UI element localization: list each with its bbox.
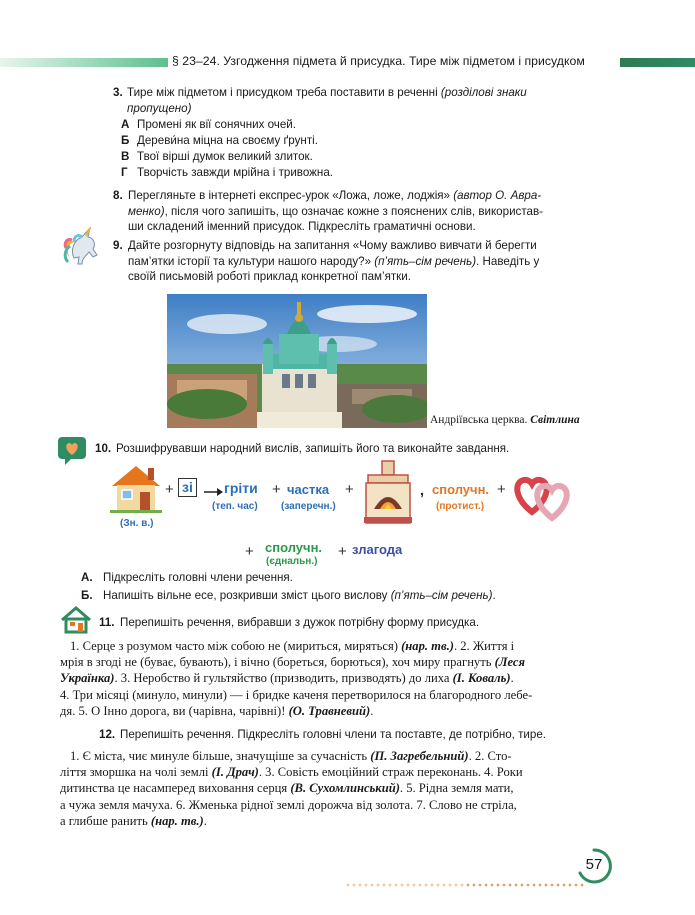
text: дитинства це насамперед виховання серця	[60, 781, 291, 796]
task8-line3: ши складений іменний присудок. Підкресліть граматичні основи.	[128, 220, 476, 233]
footer-dot	[521, 884, 524, 887]
task9-number: 9.	[113, 239, 123, 252]
footer-dot	[407, 884, 410, 887]
footer-dot	[467, 884, 470, 887]
footer-dot	[563, 884, 566, 887]
plus-sign: +	[338, 543, 347, 560]
task9-note: (п’ять–сім речень)	[374, 254, 477, 268]
option-text: Дереви́на міцна на своєму ґрунті.	[137, 134, 318, 147]
footer-dot	[455, 884, 458, 887]
sub-text: Напишіть вільне есе, розкривши зміст цього вислову	[103, 589, 388, 602]
source: (Леся	[494, 655, 525, 670]
plus-sign: +	[497, 481, 506, 498]
footer-dotted-line	[345, 875, 585, 881]
unicorn-icon	[60, 222, 110, 272]
footer-dot	[533, 884, 536, 887]
source: (В. Сухомлинський)	[290, 781, 400, 796]
task12-line	[60, 764, 620, 780]
formula-spoluch1-note: (протист.)	[436, 501, 485, 512]
footer-dot	[569, 884, 572, 887]
caption-title: Андріївська церква.	[430, 414, 528, 426]
source: (нар. тв.)	[150, 813, 204, 828]
source: Українка)	[60, 671, 115, 686]
task12-line: а чужа земля мачуха. 6. Жменька рідної землі дорожча від золота. 7. Слово не стріла,	[60, 797, 517, 812]
task3-number: 3.	[113, 86, 123, 99]
footer-dot	[539, 884, 542, 887]
footer-dot	[395, 884, 398, 887]
footer-dot	[545, 884, 548, 887]
task9-line1: Дайте розгорнуту відповідь на запитання «Чому важливо вивчати й берегти	[128, 239, 537, 252]
stove-icon	[360, 459, 415, 527]
formula-hrity: гріти	[224, 480, 258, 496]
source: (І. Драч)	[211, 765, 259, 780]
task12-sentences	[60, 748, 620, 829]
formula-zlahoda: злагода	[352, 542, 403, 557]
footer-dot	[509, 884, 512, 887]
option-letter: В	[121, 150, 130, 163]
task11-sentences	[60, 638, 620, 719]
page-number-badge	[575, 847, 613, 885]
two-hearts-icon	[510, 470, 576, 522]
task12-line	[60, 780, 620, 796]
option-letter: А	[121, 118, 130, 131]
task8-author-end: менко)	[128, 204, 165, 218]
task11-line	[60, 670, 620, 686]
footer-dot	[383, 884, 386, 887]
sub-letter: А.	[81, 571, 93, 584]
footer-dot	[347, 884, 350, 887]
footer-dot	[365, 884, 368, 887]
footer-dot	[353, 884, 356, 887]
footer-dot	[419, 884, 422, 887]
footer-dot	[443, 884, 446, 887]
task3-option-d	[121, 165, 333, 181]
footer-dot	[359, 884, 362, 887]
task11-line	[60, 703, 620, 719]
text: мрія в згоді не (буває, бувають), і вічно (бореться, борються), хоч миру прагнуть	[60, 655, 495, 670]
footer-dot	[389, 884, 392, 887]
task10-number: 10.	[95, 442, 112, 455]
footer-dot	[425, 884, 428, 887]
option-text: Творчість завжди мрійна і тривожна.	[137, 166, 333, 179]
task11-line	[60, 654, 620, 670]
arrow-right-icon	[204, 484, 224, 494]
sub-text: Підкресліть головні члени речення.	[103, 571, 293, 584]
task8-author: (автор О. Авра-	[453, 189, 542, 202]
source: (І. Коваль)	[452, 671, 511, 686]
footer-dot	[371, 884, 374, 887]
option-text: Твої вірші думок великий злиток.	[137, 150, 313, 163]
task9-text	[128, 238, 573, 285]
text: а глибше ранить	[60, 813, 151, 828]
source: (П. Загребельний)	[370, 749, 469, 763]
plus-sign: +	[272, 481, 281, 498]
footer-dot	[437, 884, 440, 887]
footer-dot	[557, 884, 560, 887]
footer-dot	[551, 884, 554, 887]
footer-dot	[527, 884, 530, 887]
task10-sub-b	[81, 588, 496, 604]
source: (О. Травневий)	[288, 703, 371, 718]
footer-dot	[503, 884, 506, 887]
source: (нар. тв.)	[401, 639, 454, 653]
st-andrews-church-photo	[167, 294, 427, 428]
formula-spoluch2-note: (єднальн.)	[266, 556, 318, 567]
text: . 3. Неробство й гультяйство (призводить, призводять) до лиха	[114, 671, 453, 686]
page-header-title: § 23–24. Узгодження підмета й присудка. Тире між підметом і присудком	[172, 54, 585, 68]
text: . 5. Рідна земля мати,	[399, 781, 514, 796]
plus-sign: +	[165, 481, 174, 498]
task9-line2: пам’ятки історії та культури нашого народу?»	[128, 254, 372, 268]
photo-caption	[430, 414, 580, 426]
house-case-label: (Зн. в.)	[120, 518, 154, 529]
task11-line: 4. Три місяці (минуло, минули) — і бридке каченя перетворилося на благородного лебе-	[60, 687, 533, 702]
task11-number: 11.	[99, 616, 115, 629]
task10-sub-a	[81, 570, 293, 586]
task12-number: 12.	[99, 728, 116, 741]
footer-dot	[515, 884, 518, 887]
caption-author: Світлина	[530, 414, 580, 426]
task3-option-c	[121, 149, 313, 165]
option-letter: Г	[121, 166, 128, 179]
text: .	[203, 813, 207, 828]
text: .	[510, 671, 514, 686]
formula-chastka: частка	[287, 482, 330, 497]
text: .	[370, 703, 374, 718]
text: . 3. Совість емоційний страж переконань. 4. Роки	[258, 765, 523, 780]
footer-dot	[461, 884, 464, 887]
task3-question: Тире між підметом і присудком треба поставити в реченні	[127, 86, 438, 99]
task8-number: 8.	[113, 189, 123, 202]
formula-spoluch2: сполучн.	[265, 540, 323, 555]
task8-line2: , після чого запишіть, що означає кожне з пояснених слів, використав-	[164, 204, 543, 218]
task11-line	[60, 638, 620, 654]
text: 1. Є міста, чиє минуле більше, значущіше за сучасність	[70, 749, 371, 763]
task3-option-a	[121, 117, 296, 133]
sub-end: .	[492, 589, 496, 602]
page-number: 57	[585, 856, 603, 873]
sub-letter: Б.	[81, 589, 93, 602]
house-icon	[108, 462, 164, 514]
task10-text: Розшифрувавши народний вислів, запишіть його та виконайте завдання.	[116, 442, 510, 455]
task3-option-b	[121, 133, 318, 149]
option-letter: Б	[121, 134, 130, 147]
heart-chat-icon	[57, 436, 87, 466]
footer-dot	[377, 884, 380, 887]
comma-sign: ,	[420, 482, 424, 498]
task12-line	[60, 748, 620, 764]
task12-text: Перепишіть речення. Підкресліть головні члени та поставте, де потрібно, тире.	[120, 728, 547, 741]
footer-dot	[491, 884, 494, 887]
house-outline-icon	[60, 606, 92, 634]
task9-line2-end: . Наведіть у	[476, 254, 540, 268]
task11-text: Перепишіть речення, вибравши з дужок потрібну форму присудка.	[120, 616, 480, 629]
task12-line	[60, 813, 620, 829]
plus-sign: +	[245, 543, 254, 560]
formula-chastka-note: (заперечн.)	[281, 501, 336, 512]
formula-hrity-note: (теп. час)	[212, 501, 258, 512]
task3-note: (розділові знаки пропущено)	[127, 86, 527, 115]
formula-spoluch1: сполучн.	[432, 482, 490, 497]
footer-dot	[449, 884, 452, 887]
footer-dot	[431, 884, 434, 887]
task8-line1: Перегляньте в інтернеті експрес-урок «Ложа, ложе, лоджія»	[128, 189, 451, 202]
task8-text	[128, 188, 573, 235]
option-text: Промені як вії сонячних очей.	[137, 118, 296, 131]
task3-text	[127, 85, 567, 116]
footer-dot	[485, 884, 488, 887]
text: . 2. Сто-	[468, 749, 512, 763]
sub-note: (п’ять–сім речень)	[390, 589, 493, 602]
footer-dot	[401, 884, 404, 887]
text: дя. 5. О Інно дорога, ви (чарівна, чарівні)!	[60, 703, 289, 718]
footer-dot	[497, 884, 500, 887]
text: 1. Серце з розумом часто між собою не (мириться, миряться)	[70, 639, 402, 653]
header-accent-bar-right	[620, 58, 695, 67]
text: ліття зморшка на чолі землі	[60, 765, 212, 780]
header-accent-bar-left	[0, 58, 168, 67]
footer-dot	[473, 884, 476, 887]
plus-sign: +	[345, 481, 354, 498]
text: . 2. Життя і	[453, 639, 515, 653]
task9-line3: своїй письмовій роботі приклад конкретної пам’ятки.	[128, 270, 411, 283]
footer-dot	[479, 884, 482, 887]
footer-dot	[413, 884, 416, 887]
formula-zi: зі	[178, 478, 197, 497]
